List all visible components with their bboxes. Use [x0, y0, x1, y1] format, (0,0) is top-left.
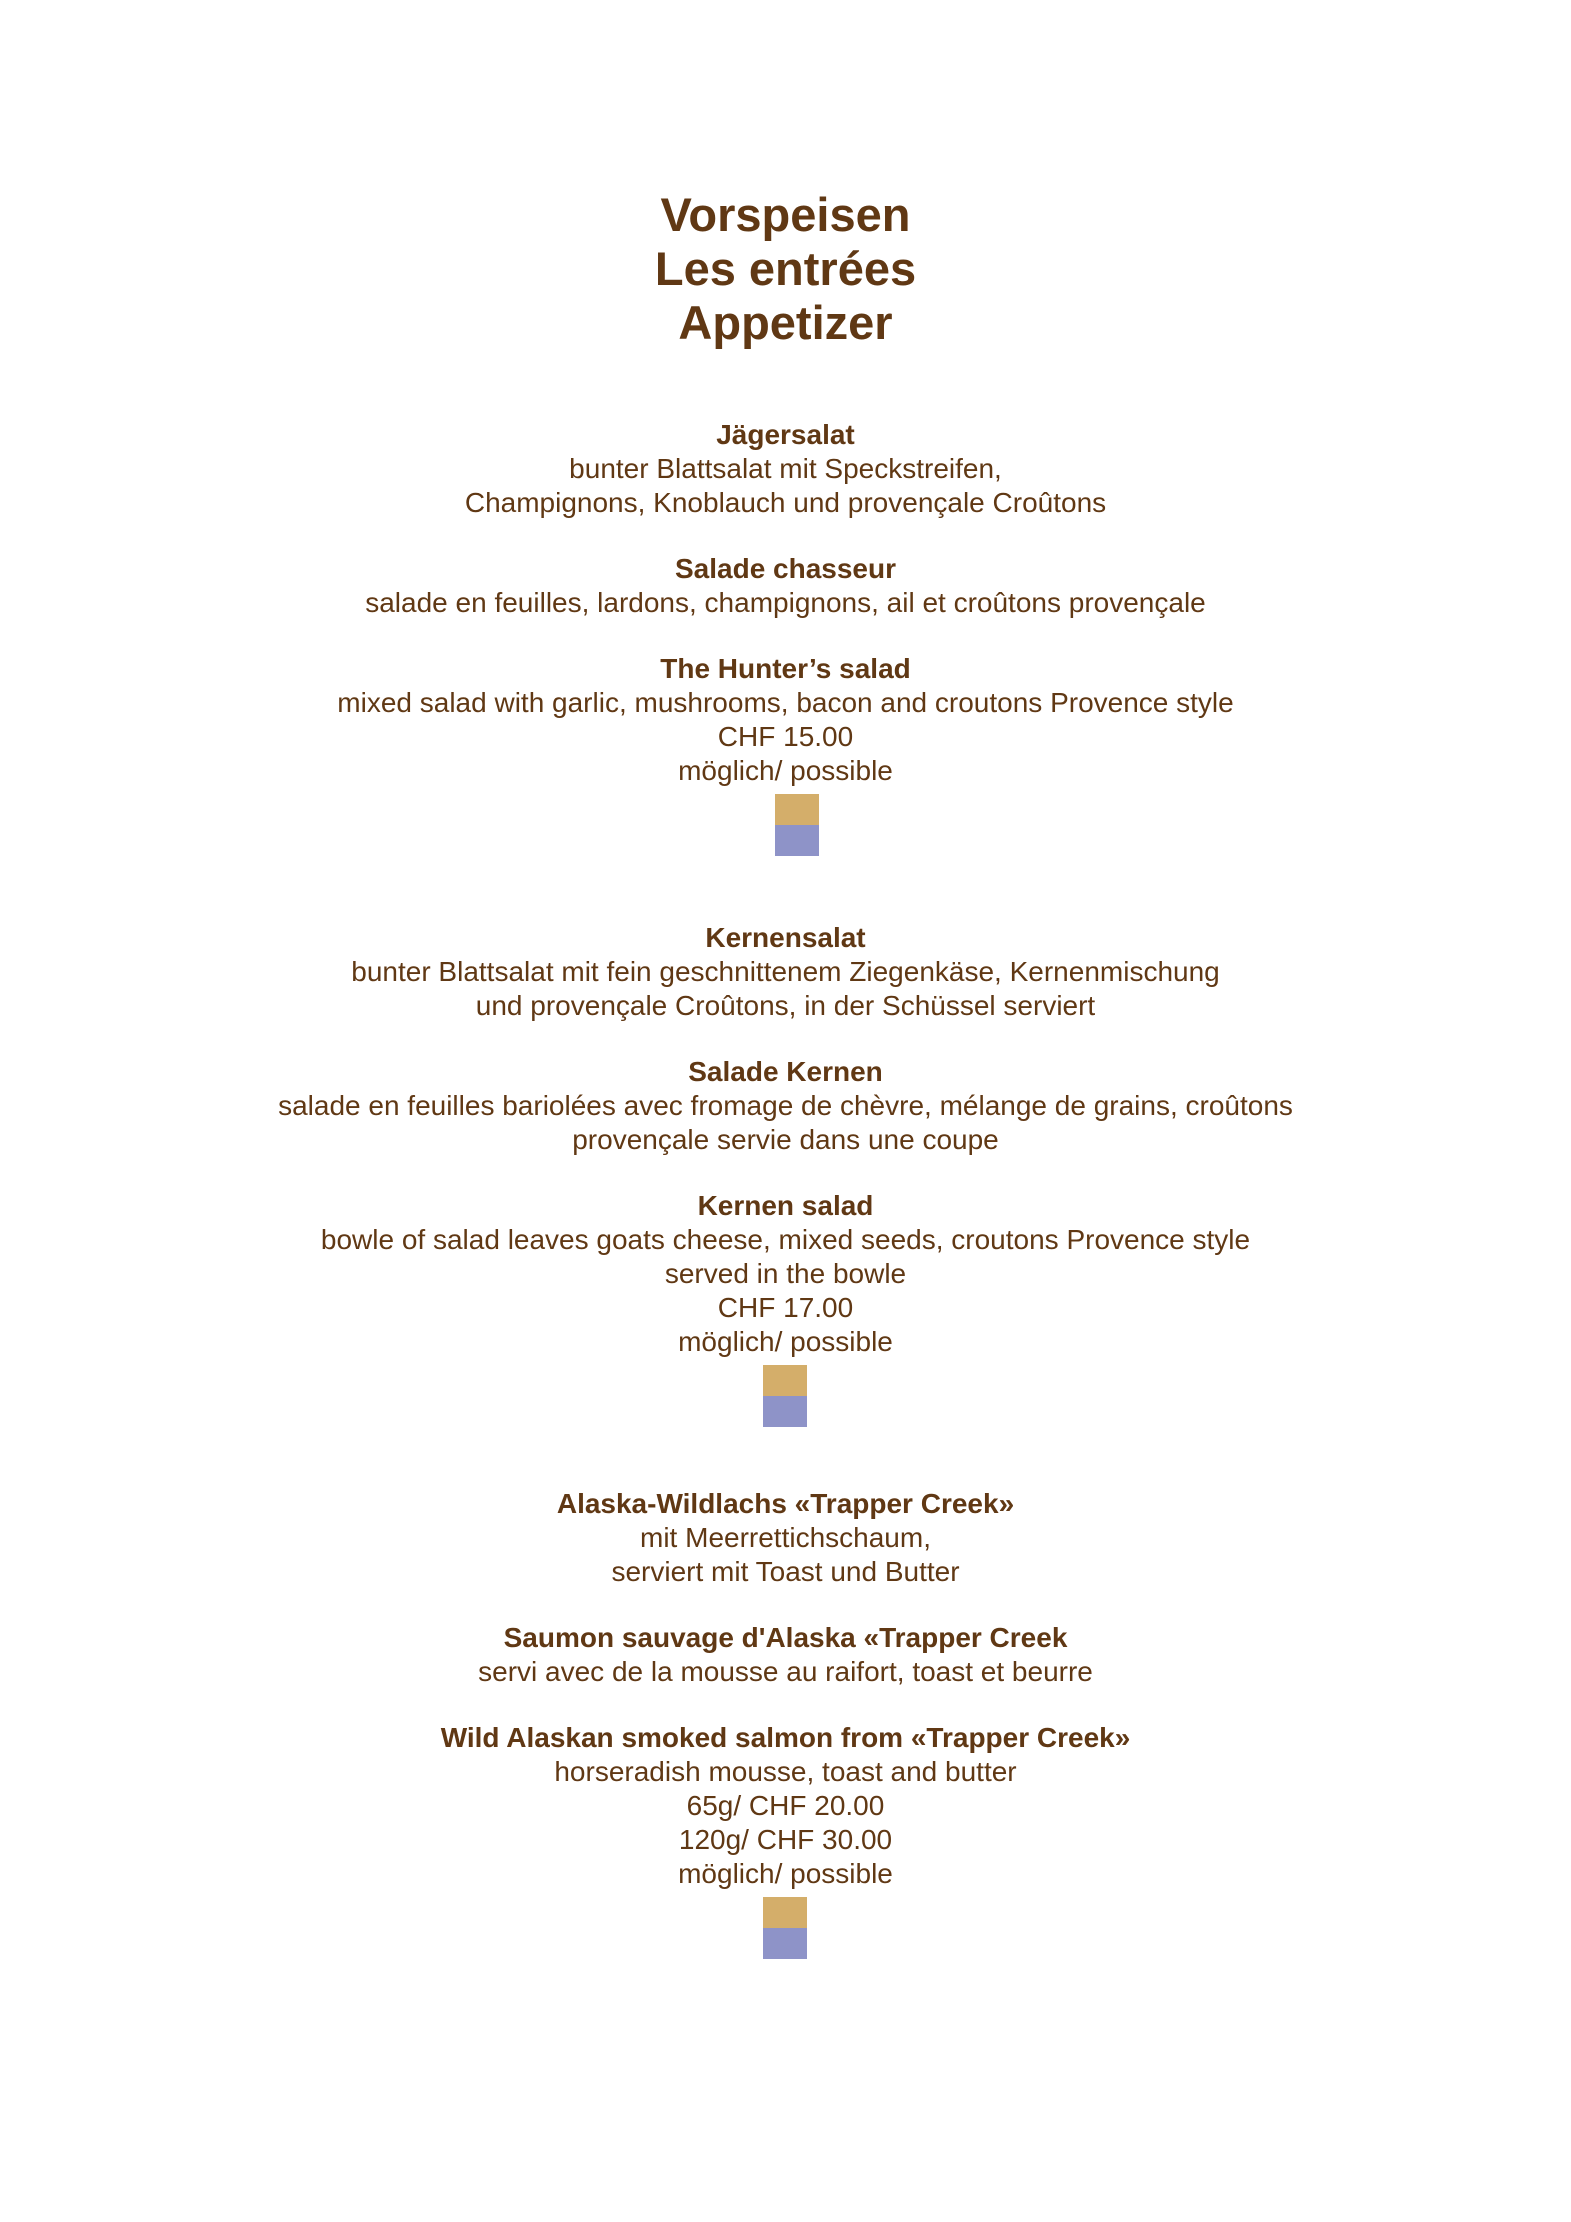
lactose-icon	[775, 825, 819, 856]
dish-desc-german: und provençale Croûtons, in der Schüssel serviert	[475, 990, 1096, 1021]
dish-kernen-salad	[0, 921, 1571, 1432]
dish-name-french: Saumon sauvage d'Alaska «Trapper Creek	[503, 1622, 1068, 1653]
dish-desc-german: Champignons, Knoblauch und provençale Croûtons	[464, 487, 1107, 518]
title-french: Les entrées	[654, 242, 917, 295]
allergen-icons	[763, 1897, 807, 1959]
dish-name-english: Wild Alaskan smoked salmon from «Trapper Creek»	[440, 1722, 1131, 1753]
dish-desc-french: salade en feuilles bariolées avec fromage de chèvre, mélange de grains, croûtons	[278, 1090, 1293, 1121]
dish-desc-english: served in the bowle	[664, 1258, 907, 1289]
dish-desc-german: bunter Blattsalat mit fein geschnittenem Ziegenkäse, Kernenmischung	[351, 956, 1220, 987]
page-title	[0, 188, 1571, 350]
lactose-icon	[763, 1928, 807, 1959]
lactose-icon	[763, 1396, 807, 1427]
dish-name-german: Alaska-Wildlachs «Trapper Creek»	[556, 1488, 1015, 1519]
wheat-icon	[763, 1897, 807, 1928]
dish-desc-english: mixed salad with garlic, mushrooms, bacon and croutons Provence style	[337, 687, 1234, 718]
dish-name-french: Salade Kernen	[688, 1056, 883, 1087]
dish-possible-note: möglich/ possible	[678, 755, 893, 786]
dish-desc-english: horseradish mousse, toast and butter	[554, 1756, 1017, 1787]
wheat-icon	[775, 794, 819, 825]
title-german: Vorspeisen	[660, 188, 911, 241]
dish-desc-french: provençale servie dans une coupe	[572, 1124, 999, 1155]
wheat-icon	[763, 1365, 807, 1396]
dish-desc-french: salade en feuilles, lardons, champignons, ail et croûtons provençale	[365, 587, 1206, 618]
title-english: Appetizer	[678, 296, 893, 349]
dish-price: 65g/ CHF 20.00	[686, 1790, 885, 1821]
dish-desc-english: bowle of salad leaves goats cheese, mixed seeds, croutons Provence style	[320, 1224, 1251, 1255]
dish-name-english: The Hunter’s salad	[660, 653, 911, 684]
dish-desc-german: serviert mit Toast und Butter	[611, 1556, 960, 1587]
dish-name-german: Jägersalat	[716, 419, 855, 450]
dish-possible-note: möglich/ possible	[678, 1858, 893, 1889]
dish-wild-alaskan-salmon	[0, 1487, 1571, 1964]
dish-price: CHF 17.00	[717, 1292, 854, 1323]
dish-possible-note: möglich/ possible	[678, 1326, 893, 1357]
dish-hunters-salad	[0, 418, 1571, 861]
dish-desc-german: bunter Blattsalat mit Speckstreifen,	[569, 453, 1002, 484]
dish-name-german: Kernensalat	[705, 922, 866, 953]
dish-desc-german: mit Meerrettichschaum,	[640, 1522, 931, 1553]
dish-name-french: Salade chasseur	[674, 553, 897, 584]
dish-desc-french: servi avec de la mousse au raifort, toast et beurre	[478, 1656, 1093, 1687]
allergen-icons	[763, 1365, 807, 1427]
allergen-icons	[775, 794, 819, 856]
dish-price: 120g/ CHF 30.00	[678, 1824, 893, 1855]
dish-name-english: Kernen salad	[697, 1190, 874, 1221]
dish-price: CHF 15.00	[717, 721, 854, 752]
